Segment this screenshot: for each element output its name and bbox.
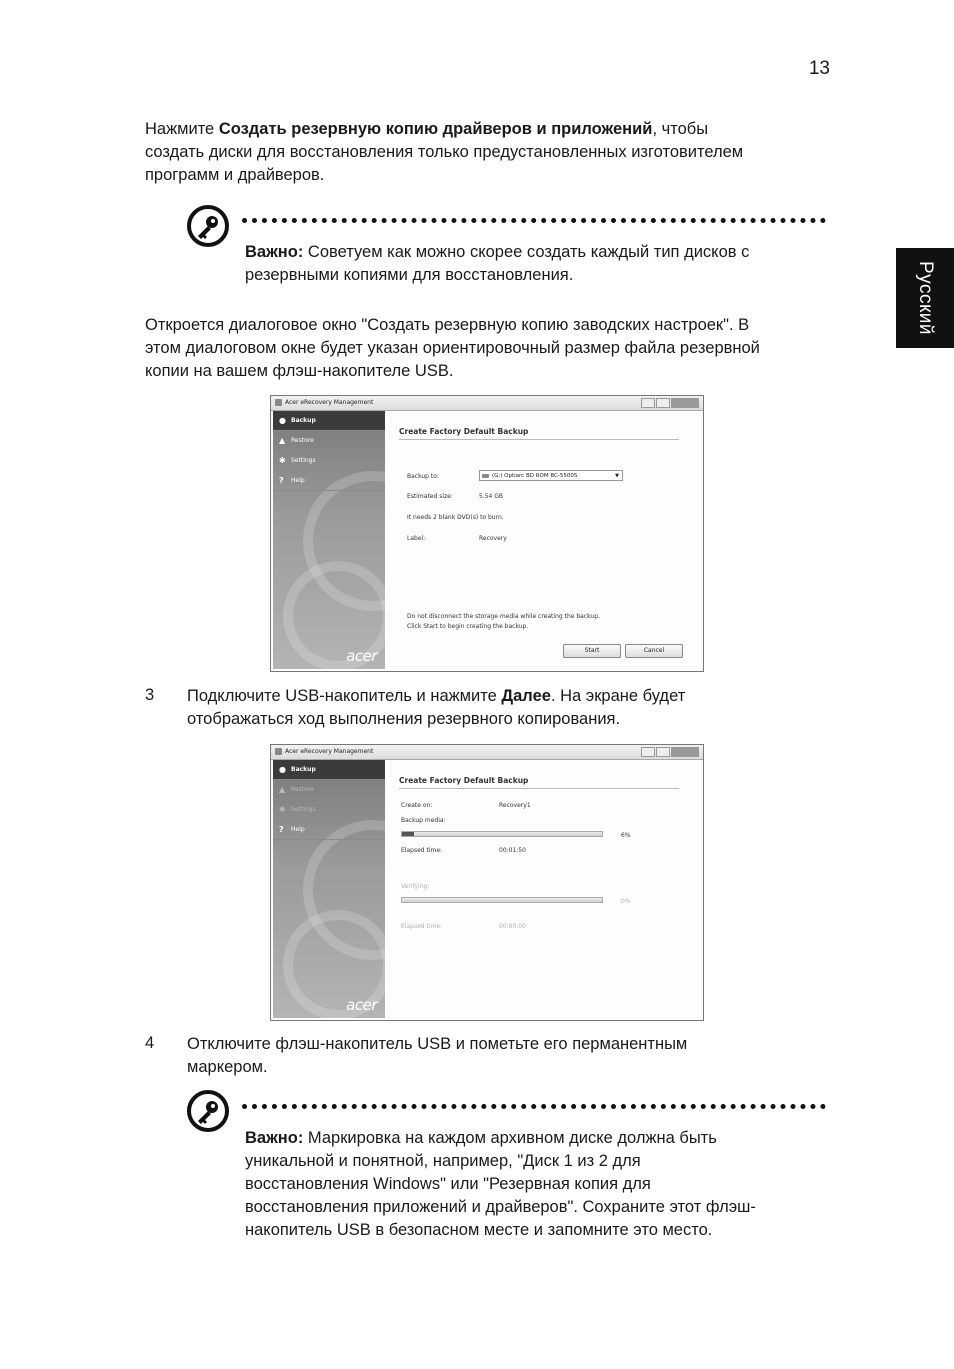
note1-line1: Советуем как можно скорее создать каждый тип дисков с [303,243,750,261]
title-divider [399,788,679,789]
help-icon: ? [279,825,284,834]
close-icon[interactable] [671,747,699,757]
verify-percent: 0% [621,898,631,905]
step4-line1: Отключите флэш-накопитель USB и пометьте его перманентным [187,1035,688,1053]
cancel-button[interactable]: Cancel [625,644,683,658]
minimize-icon[interactable] [641,747,655,757]
page-number: 13 [808,58,830,79]
backup-progress-fill [402,832,414,836]
backup-percent: 6% [621,832,631,839]
restore-icon: ▲ [279,436,286,445]
panel-title: Create Factory Default Backup [399,427,529,436]
sidebar-item-backup[interactable] [273,760,385,780]
label-value: Recovery [479,535,507,542]
window-title: Acer eRecovery Management [285,399,374,406]
panel-title: Create Factory Default Backup [399,776,529,785]
sidebar-label: Help [291,826,305,833]
backup-to-label: Backup to: [407,473,439,480]
start-button[interactable]: Start [563,644,621,658]
elapsed-time-label: Elapsed time: [401,847,443,854]
window-titlebar [271,745,703,760]
step3-line2: отображаться ход выполнения резервного копирования. [187,710,621,728]
note2-line5: накопитель USB в безопасном месте и запомните это место. [245,1221,713,1239]
content-panel [389,411,699,669]
sidebar-item-restore [273,780,385,800]
step4-line2: маркером. [187,1058,268,1076]
window-title: Acer eRecovery Management [285,748,374,755]
sidebar-item-settings [273,800,385,820]
para1-line3: программ и драйверов. [145,166,325,184]
para1-line2: создать диски для восстановления только предустановленных изготовителем [145,143,744,161]
app-icon [275,399,282,406]
verify-progress-bar [401,897,603,903]
sidebar-label: Restore [291,786,314,793]
backup-to-select[interactable] [479,470,623,481]
para1-bold: Создать резервную копию драйверов и приложений [218,120,653,138]
note2-line2: уникальной и понятной, например, "Диск 1 из 2 для [245,1152,641,1170]
sidebar-label: Backup [291,766,316,773]
step-4-number: 4 [145,1034,155,1052]
chevron-down-icon: ▼ [615,473,619,479]
elapsed-time-2-label: Elapsed time: [401,923,443,930]
app-icon [275,748,282,755]
sidebar-label: Help [291,477,305,484]
warning-line-1: Do not disconnect the storage media while creating the backup. [407,613,600,620]
step3-bold: Далее [501,687,551,705]
backup-media-label: Backup media: [401,817,446,824]
screenshot-backup-dialog [270,395,704,672]
sidebar-label: Restore [291,437,314,444]
note1-bold: Важно: [245,243,304,261]
disc-count-text: It needs 2 blank DVD(s) to burn. [407,514,504,521]
language-tab-label: Русский [915,261,936,335]
window-titlebar [271,396,703,411]
elapsed-time-2-value: 00:00:00 [499,923,526,930]
gear-icon: ✱ [279,805,286,814]
note2-bold: Важно: [245,1129,304,1147]
sidebar [273,411,385,669]
warning-line-2: Click Start to begin creating the backup. [407,623,529,630]
minimize-icon[interactable] [641,398,655,408]
sidebar-item-backup[interactable] [273,411,385,431]
language-tab [896,248,954,348]
step3-post: . На экране будет [550,687,686,705]
backup-icon: ● [279,765,286,774]
create-on-value: Recovery1 [499,802,531,809]
intro-paragraph [145,118,845,187]
sidebar-label: Settings [291,806,316,813]
sidebar [273,760,385,1018]
note-divider [242,218,826,223]
verifying-label: Verifying: [401,883,430,890]
sidebar-item-restore[interactable] [273,431,385,451]
close-icon[interactable] [671,398,699,408]
label-label: Label: [407,535,426,542]
step-3-text [187,685,847,731]
create-on-label: Create on: [401,802,433,809]
note2-line4: восстановления приложений и драйверов". Сохраните этот флэш- [245,1198,756,1216]
sidebar-label: Backup [291,417,316,424]
para1-pre: Нажмите [145,120,219,138]
step-3-number: 3 [145,686,155,704]
para2-line1: Откроется диалоговое окно "Создать резервную копию заводских настроек". В [145,316,750,334]
note2-line3: восстановления Windows" или "Резервная копия для [245,1175,651,1193]
acer-logo: acer [346,996,377,1014]
sidebar-item-help[interactable] [273,820,385,840]
para2-line3: копии на вашем флэш-накопителе USB. [145,362,454,380]
estimated-size-value: 5.54 GB [479,493,504,500]
step3-pre: Подключите USB-накопитель и нажмите [187,687,502,705]
drive-icon [482,474,489,478]
acer-logo: acer [346,647,377,665]
key-icon [186,204,230,248]
para2-line2: этом диалоговом окне будет указан ориентировочный размер файла резервной [145,339,760,357]
para1-post: , чтобы [652,120,709,138]
window-controls [641,747,699,757]
title-divider [399,439,679,440]
backup-to-value: (G:) Optiarc BD ROM BC-5500S [492,473,578,479]
screenshot-backup-progress [270,744,704,1021]
restore-icon: ▲ [279,785,286,794]
note-divider [242,1104,826,1109]
key-icon [186,1089,230,1133]
gear-icon: ✱ [279,456,286,465]
note1-line2: резервными копиями для восстановления. [245,266,574,284]
dialog-paragraph [145,314,845,383]
important-note-2 [245,1127,845,1242]
estimated-size-label: Estimated size: [407,493,453,500]
important-note-1 [245,241,845,287]
elapsed-time-value: 00:01:50 [499,847,526,854]
content-panel [389,760,699,1018]
sidebar-label: Settings [291,457,316,464]
window-controls [641,398,699,408]
sidebar-item-settings[interactable] [273,451,385,471]
maximize-icon[interactable] [656,747,670,757]
step-4-text [187,1033,847,1079]
maximize-icon[interactable] [656,398,670,408]
backup-progress-bar [401,831,603,837]
backup-icon: ● [279,416,286,425]
note2-line1: Маркировка на каждом архивном диске должна быть [303,1129,717,1147]
sidebar-item-help[interactable] [273,471,385,491]
help-icon: ? [279,476,284,485]
